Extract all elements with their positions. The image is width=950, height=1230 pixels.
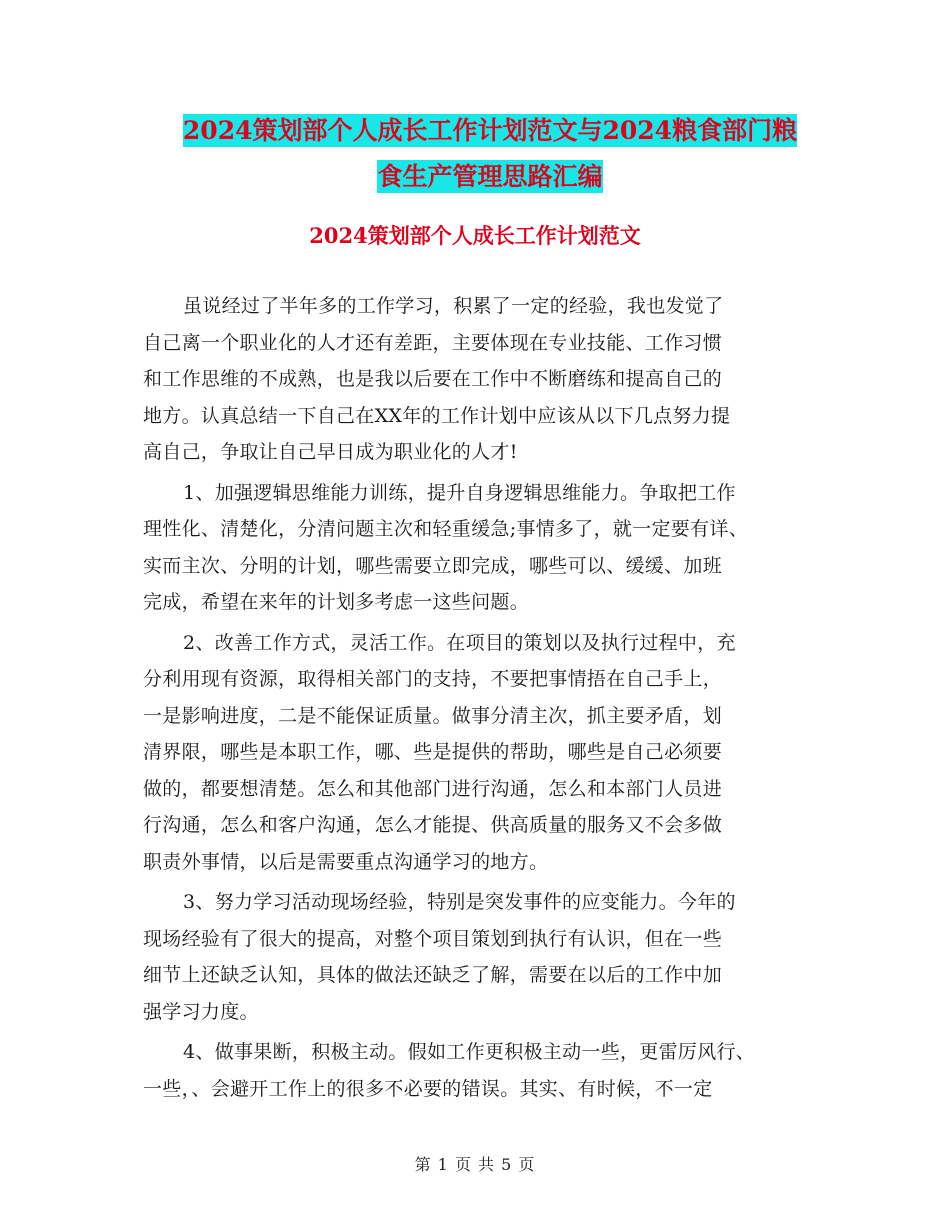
paragraph-line: 分利用现有资源，取得相关部门的支持，不要把事情捂在自己手上， [143, 668, 723, 690]
paragraph-line: 强学习力度。 [143, 1000, 259, 1023]
paragraph-2 [143, 475, 813, 621]
paragraph-line: 3、努力学习活动现场经验，特别是突发事件的应变能力。今年的 [183, 891, 736, 913]
paragraph-line: 虽说经过了半年多的工作学习，积累了一定的经验，我也发觉了 [183, 295, 724, 317]
paragraph-line: 做的，都要想清楚。怎么和其他部门进行沟通，怎么和本部门人员进 [143, 777, 723, 800]
paragraph-line: 4、做事果断，积极主动。假如工作更积极主动一些，更雷厉风行、 [183, 1041, 756, 1063]
paragraph-line: 理性化、清楚化，分清问题主次和轻重缓急;事情多了，就一定要有详、 [143, 518, 749, 540]
paragraph-line: 行沟通，怎么和客户沟通，怎么才能提、供高质量的服务又不会多做 [143, 814, 723, 836]
paragraph-line: 现场经验有了很大的提高，对整个项目策划到执行有认识，但在一些 [143, 927, 723, 950]
paragraph-line: 高自己，争取让自己早日成为职业化的人才! [143, 441, 518, 463]
page-footer: 第 1 页 共 5 页 [414, 1155, 536, 1174]
paragraph-line: 清界限，哪些是本职工作，哪、些是提供的帮助，哪些是自己必须要 [143, 741, 723, 763]
paragraph-line: 1、加强逻辑思维能力训练，提升自身逻辑思维能力。争取把工作 [183, 481, 736, 504]
paragraph-line: 完成，希望在来年的计划多考虑一这些问题。 [143, 591, 530, 613]
paragraph-line: 职责外事情，以后是需要重点沟通学习的地方。 [143, 850, 549, 873]
document-title-line-2: 食生产管理思路汇编 [377, 162, 603, 191]
paragraph-line: 一些，、会避开工作上的很多不必要的错误。其实、有时候，不一定 [143, 1077, 713, 1100]
paragraph-line: 细节上还缺乏认知，具体的做法还缺乏了解，需要在以后的工作中加 [143, 964, 723, 986]
paragraph-4 [143, 884, 813, 1030]
paragraph-line: 地方。认真总结一下自己在XX年的工作计划中应该从以下几点努力提 [143, 404, 731, 427]
paragraph-line: 实而主次、分明的计划，哪些需要立即完成，哪些可以、缓缓、加班 [143, 554, 723, 577]
paragraph-3 [143, 625, 813, 881]
paragraph-line: 2、改善工作方式，灵活工作。在项目的策划以及执行过程中，充 [183, 631, 736, 654]
document-body [143, 288, 813, 1111]
paragraph-line: 自己离一个职业化的人才还有差距，主要体现在专业技能、工作习惯 [143, 331, 723, 354]
document-title-line-1: 2024策划部个人成长工作计划范文与2024粮食部门粮 [182, 116, 798, 145]
paragraph-1 [143, 288, 813, 471]
paragraph-line: 一是影响进度，二是不能保证质量。做事分清主次，抓主要矛盾，划 [143, 704, 723, 727]
document-title [140, 108, 840, 200]
section-title: 2024策划部个人成长工作计划范文 [309, 223, 641, 248]
paragraph-5 [143, 1034, 813, 1107]
paragraph-line: 和工作思维的不成熟，也是我以后要在工作中不断磨练和提高自己的 [143, 368, 723, 390]
